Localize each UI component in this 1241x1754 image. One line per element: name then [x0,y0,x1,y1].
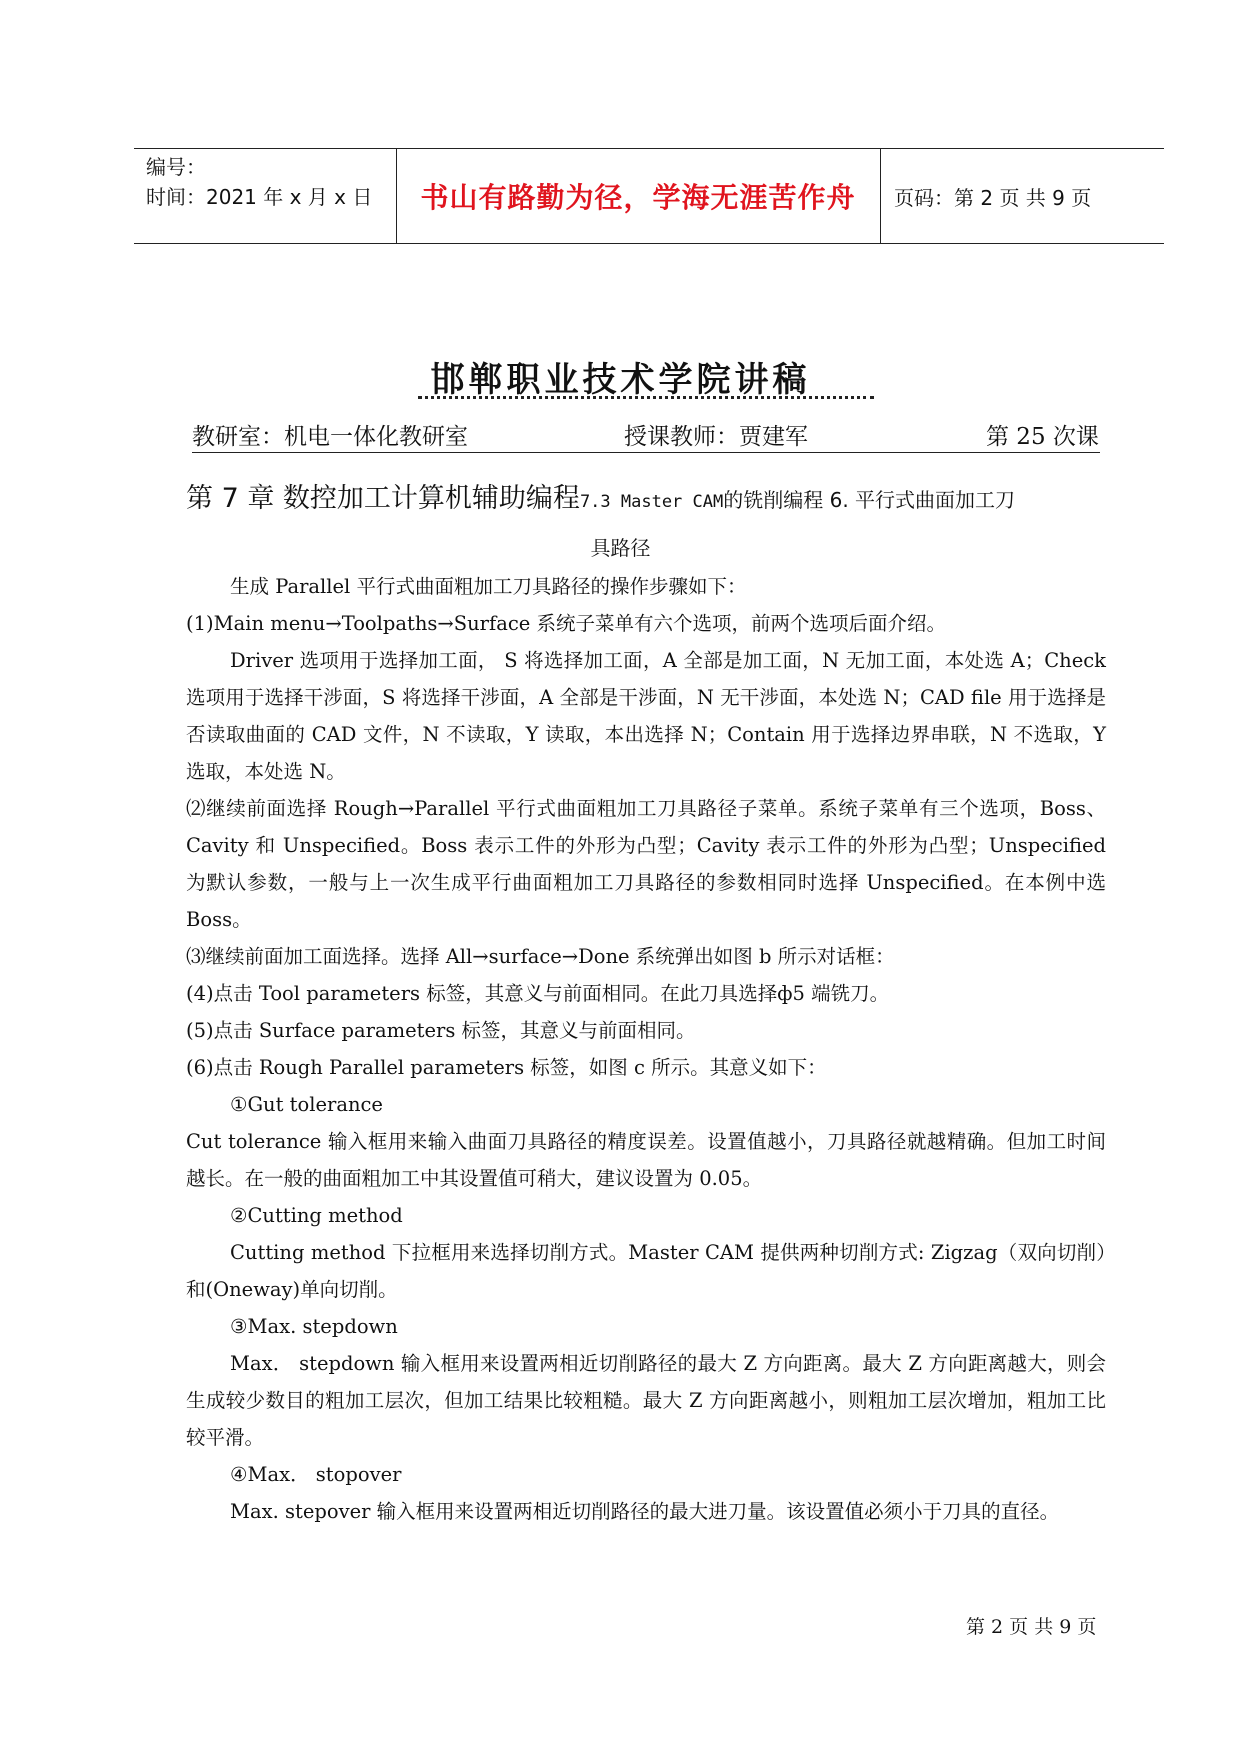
header-divider [880,149,881,243]
header-table [134,148,1164,244]
paragraph: ⑶继续前面加工面选择。选择 All→surface→Done 系统弹出如图 b 所示对话框： [186,945,895,968]
paragraph: 生成 Parallel 平行式曲面粗加工刀具路径的操作步骤如下： [230,575,747,598]
paragraph: ①Gut tolerance [230,1093,383,1116]
lesson-label: 第 25 次课 [986,424,1099,450]
paragraph: (5)点击 Surface parameters 标签，其意义与前面相同。 [186,1019,696,1042]
paragraph: ④Max． stopover [230,1463,402,1486]
teacher-label: 授课教师：贾建军 [624,424,808,450]
paragraph: (6)点击 Rough Parallel parameters 标签，如图 c 所示。其意义如下： [186,1056,827,1079]
page-footer: 第 2 页 共 9 页 [966,1616,1097,1638]
dept-label: 教研室：机电一体化教研室 [192,424,468,450]
chapter-title: 第 7 章 数控加工计算机辅助编程 [186,483,580,514]
time-label: 时间：2021 年 x 月 x 日 [146,185,373,209]
chapter-heading-continued: 具路径 [590,536,651,560]
paragraph: ②Cutting method [230,1204,403,1227]
paragraph: Max． stepdown 输入框用来设置两相近切削路径的最大 Z 方向距离。最大 Z 方向距离越大，则会生成较少数目的粗加工层次，但加工结果比较粗糙。最大 Z 方向距离越小，则粗加工层次增加，粗加工比较平滑。 [186,1352,1106,1449]
section-title: 的铣削编程 6. 平行式曲面加工刀 [723,488,1016,512]
title-dotted-rule [418,396,874,399]
info-underline [192,452,1100,453]
paragraph: (1)Main menu→Toolpaths→Surface 系统子菜单有六个选项，前两个选项后面介绍。 [186,612,946,635]
page-info: 页码：第 2 页 共 9 页 [894,185,1092,210]
document-title: 邯郸职业技术学院讲稿 [430,360,811,400]
chapter-heading [186,476,1106,515]
paragraph: ⑵继续前面选择 Rough→Parallel 平行式曲面粗加工刀具路径子菜单。系统子菜单有三个选项，Boss、 Cavity 和 Unspecified。Boss 表示工件的外形为凸型；Cavity 表示工件的外形为凸型；Unspecified 为默认参数，一般与上一次生成平行曲面粗加工刀具路径的参数相同时选择 Unspecified。在本例中选 Boss。 [186,797,1106,931]
paragraph: ③Max. stepdown [230,1315,398,1338]
number-label: 编号： [146,155,206,179]
paragraph: Max. stepover 输入框用来设置两相近切削路径的最大进刀量。该设置值必须小于刀具的直径。 [230,1500,1060,1523]
paragraph: (4)点击 Tool parameters 标签，其意义与前面相同。在此刀具选择ф5 端铣刀。 [186,982,890,1005]
body-text [186,568,1106,1530]
paragraph: Cut tolerance 输入框用来输入曲面刀具路径的精度误差。设置值越小，刀具路径就越精确。但加工时间越长。在一般的曲面粗加工中其设置值可稍大，建议设置为 0.05。 [186,1130,1106,1190]
paragraph: Cutting method 下拉框用来选择切削方式。Master CAM 提供两种切削方式: Zigzag（双向切削）和(Oneway)单向切削。 [186,1241,1106,1301]
section-code: 7.3 Master CAM [579,492,724,512]
paragraph: Driver 选项用于选择加工面， S 将选择加工面，A 全部是加工面，N 无加工面，本处选 A；Check 选项用于选择干涉面，S 将选择干涉面，A 全部是干涉面，N 无干涉面，本处选 N；CAD file 用于选择是否读取曲面的 CAD 文件，N 不读取，Y 读取，本出选择 N；Contain 用于选择边界串联，N 不选取，Y 选取，本处选 N。 [186,649,1106,783]
motto: 书山有路勤为径，学海无涯苦作舟 [420,181,856,214]
